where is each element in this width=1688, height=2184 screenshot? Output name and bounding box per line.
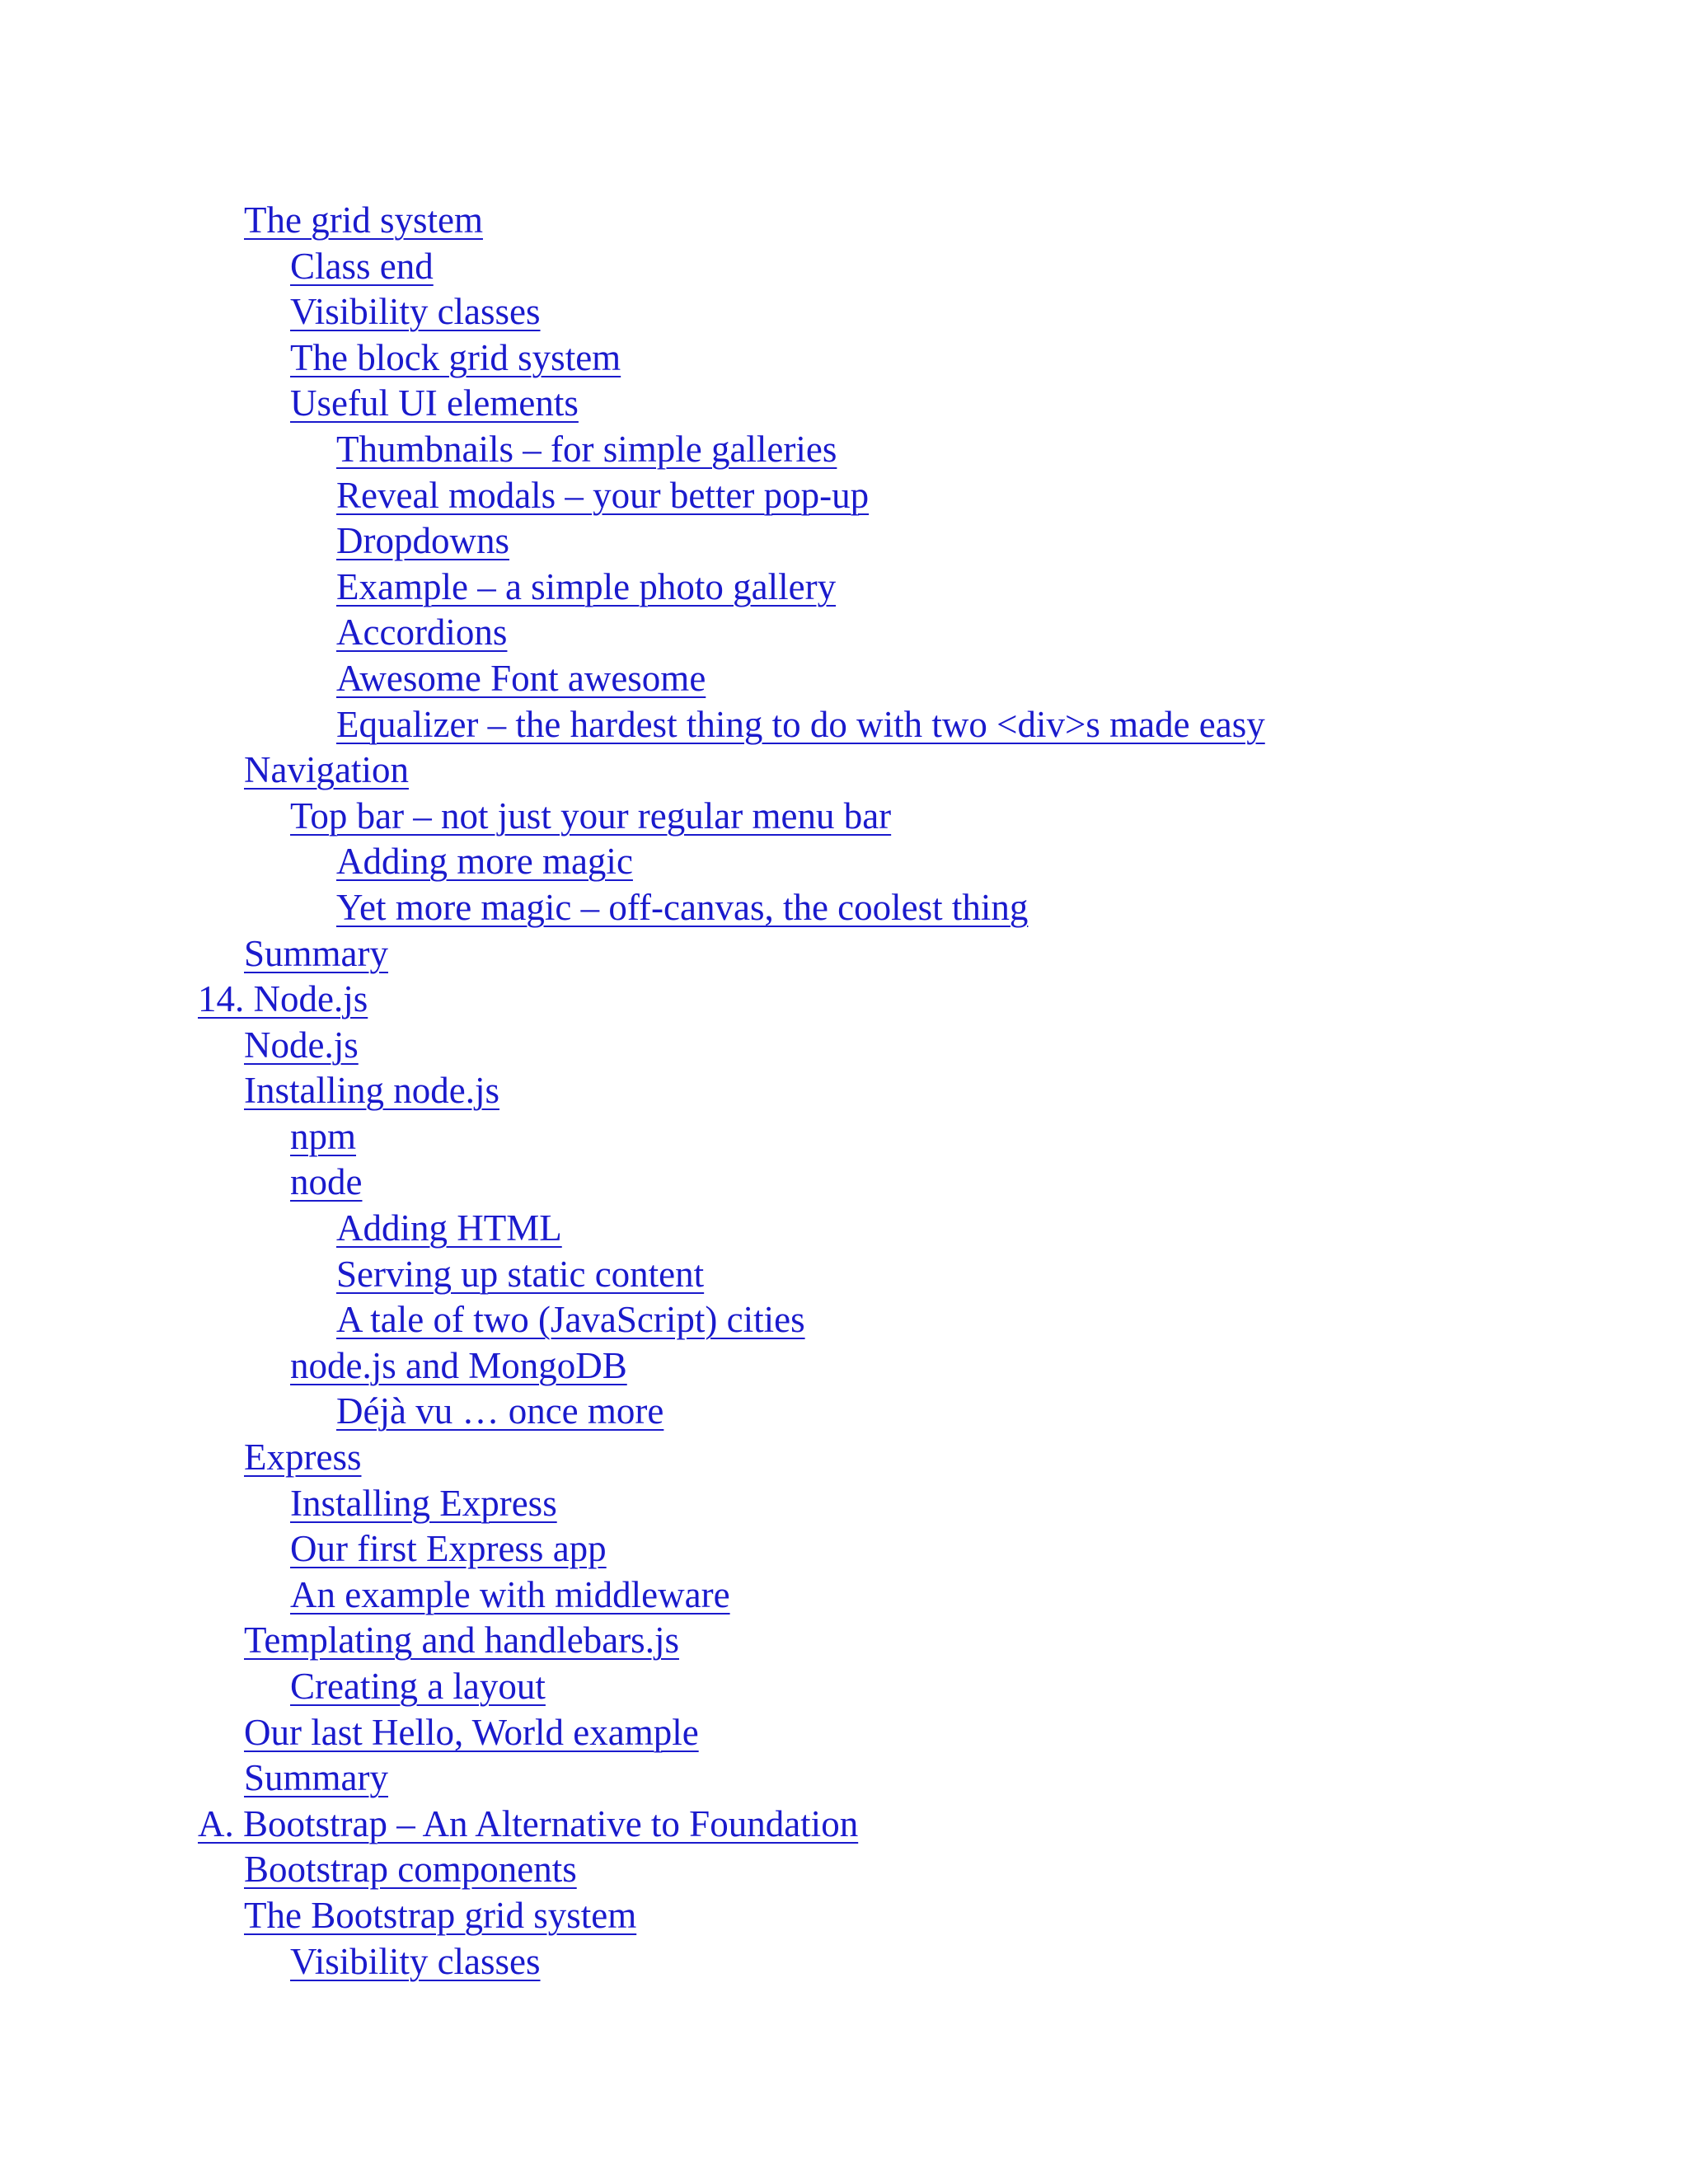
toc-entry <box>0 198 1265 244</box>
toc-link[interactable]: Equalizer – the hardest thing to do with two <div>s made easy <box>336 703 1265 745</box>
toc-link[interactable]: Node.js <box>244 1024 359 1066</box>
toc-entry <box>0 289 1265 335</box>
toc-link[interactable]: An example with middleware <box>290 1573 730 1615</box>
toc-link[interactable]: Our first Express app <box>290 1528 607 1570</box>
toc-link[interactable]: Useful UI elements <box>290 382 579 424</box>
toc-entry <box>0 427 1265 473</box>
toc-link[interactable]: Express <box>244 1436 362 1479</box>
toc-entry <box>0 1389 1265 1435</box>
toc-entry <box>0 244 1265 290</box>
toc-link[interactable]: Installing node.js <box>244 1070 499 1112</box>
toc-link[interactable]: Awesome Font awesome <box>336 657 706 699</box>
toc-link[interactable]: Installing Express <box>290 1482 557 1524</box>
toc-entry <box>0 1939 1265 1985</box>
toc-entry <box>0 1847 1265 1893</box>
toc-link[interactable]: Adding more magic <box>336 841 633 883</box>
toc-entry <box>0 656 1265 702</box>
toc-link[interactable]: Summary <box>244 932 388 974</box>
toc-link[interactable]: Navigation <box>244 749 409 791</box>
toc-link[interactable]: Visibility classes <box>290 291 541 333</box>
toc-entry <box>0 565 1265 611</box>
toc-entry <box>0 1664 1265 1710</box>
toc-entry <box>0 1572 1265 1619</box>
toc-link[interactable]: Bootstrap components <box>244 1849 577 1891</box>
toc-link[interactable]: node <box>290 1161 363 1203</box>
toc-entry <box>0 381 1265 427</box>
toc-link[interactable]: Summary <box>244 1757 388 1799</box>
toc-link[interactable]: Thumbnails – for simple galleries <box>336 428 837 470</box>
toc-entry <box>0 473 1265 519</box>
toc-entry <box>0 1755 1265 1802</box>
toc-entry <box>0 1526 1265 1572</box>
toc-entry <box>0 839 1265 885</box>
toc-link[interactable]: Adding HTML <box>336 1207 562 1249</box>
toc-link[interactable]: Déjà vu … once more <box>336 1390 664 1432</box>
table-of-contents <box>0 198 1265 1985</box>
toc-entry <box>0 1114 1265 1160</box>
toc-entry <box>0 1160 1265 1206</box>
toc-entry <box>0 610 1265 656</box>
toc-entry <box>0 1481 1265 1527</box>
toc-entry <box>0 1068 1265 1114</box>
toc-link[interactable]: 14. Node.js <box>198 978 368 1020</box>
toc-link[interactable]: The grid system <box>244 199 483 241</box>
toc-entry <box>0 931 1265 977</box>
toc-entry <box>0 518 1265 565</box>
toc-entry <box>0 1710 1265 1756</box>
toc-entry <box>0 1252 1265 1298</box>
toc-entry <box>0 1206 1265 1252</box>
toc-link[interactable]: The Bootstrap grid system <box>244 1894 637 1936</box>
toc-entry <box>0 748 1265 794</box>
toc-link[interactable]: Creating a layout <box>290 1666 546 1707</box>
toc-entry <box>0 335 1265 382</box>
toc-link[interactable]: The block grid system <box>290 336 621 378</box>
toc-link[interactable]: Reveal modals – your better pop-up <box>336 474 870 516</box>
toc-entry <box>0 1343 1265 1390</box>
toc-link[interactable]: Accordions <box>336 612 508 654</box>
toc-link[interactable]: Serving up static content <box>336 1253 705 1295</box>
toc-entry <box>0 1802 1265 1848</box>
toc-link[interactable]: A tale of two (JavaScript) cities <box>336 1299 805 1341</box>
toc-entry <box>0 1297 1265 1343</box>
toc-entry <box>0 1435 1265 1481</box>
toc-link[interactable]: Yet more magic – off-canvas, the coolest thing <box>336 886 1029 928</box>
toc-entry <box>0 1893 1265 1939</box>
toc-link[interactable]: Templating and handlebars.js <box>244 1619 679 1661</box>
toc-entry <box>0 885 1265 931</box>
toc-link[interactable]: Class end <box>290 245 434 287</box>
toc-link[interactable]: A. Bootstrap – An Alternative to Foundation <box>198 1802 859 1844</box>
toc-link[interactable]: npm <box>290 1115 357 1157</box>
toc-link[interactable]: node.js and MongoDB <box>290 1344 627 1386</box>
toc-link[interactable]: Top bar – not just your regular menu bar <box>290 794 892 837</box>
toc-entry <box>0 1023 1265 1069</box>
toc-entry <box>0 977 1265 1023</box>
toc-link[interactable]: Visibility classes <box>290 1940 541 1982</box>
toc-link[interactable]: Our last Hello, World example <box>244 1711 699 1753</box>
toc-entry <box>0 1618 1265 1664</box>
toc-link[interactable]: Dropdowns <box>336 520 509 562</box>
toc-entry <box>0 702 1265 748</box>
toc-entry <box>0 794 1265 840</box>
toc-link[interactable]: Example – a simple photo gallery <box>336 565 837 607</box>
